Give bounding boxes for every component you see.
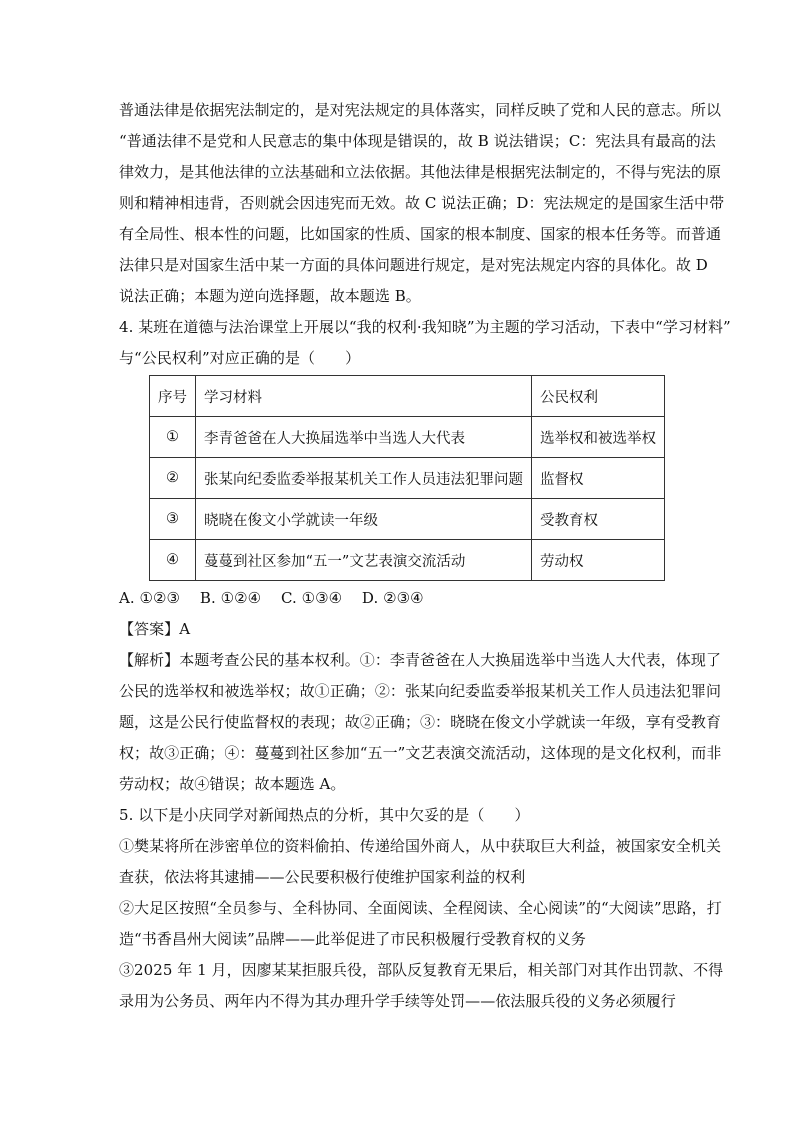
table-cell: 张某向纪委监委举报某机关工作人员违法犯罪问题 [196, 458, 532, 499]
table-cell: 蔓蔓到社区参加“五一”文艺表演交流活动 [196, 540, 532, 581]
header-cell-material: 学习材料 [196, 376, 532, 417]
table-cell: 晓晓在俊文小学就读一年级 [196, 499, 532, 540]
table-header-row [150, 376, 665, 417]
table-cell: 监督权 [532, 458, 665, 499]
analysis-line: 公民的选举权和被选举权；故①正确；②：张某向纪委监委举报某机关工作人员违法犯罪问 [119, 682, 722, 700]
statement-line: ①樊某将所在涉密单位的资料偷拍、传递给国外商人，从中获取巨大利益，被国家安全机关 [119, 837, 722, 855]
table-cell: ② [150, 458, 196, 499]
table-cell: ① [150, 417, 196, 458]
text-line: 法律只是对国家生活中某一方面的具体问题进行规定，是对宪法规定内容的具体化。故 D [119, 256, 708, 274]
question-stem: 与“公民权利”对应正确的是（ ） [119, 349, 361, 367]
answer-options: A. ①②③ B. ①②④ C. ①③④ D. ②③④ [119, 589, 424, 607]
question-stem: 4. 某班在道德与法治课堂上开展以“我的权利·我知晓”为主题的学习活动，下表中“学习材料” [119, 318, 731, 336]
analysis-line: 题，这是公民行使监督权的表现；故②正确；③：晓晓在俊文小学就读一年级，享有受教育 [119, 713, 722, 731]
analysis-paragraph-q3 [119, 95, 725, 312]
statement-line: ③2025 年 1 月，因廖某某拒服兵役，部队反复教育无果后，相关部门对其作出罚款、不得 [119, 961, 724, 979]
question-stem: 5. 以下是小庆同学对新闻热点的分析，其中欠妥的是（ ） [119, 806, 530, 824]
table-cell: 选举权和被选举权 [532, 417, 665, 458]
rights-table [149, 375, 665, 581]
table-row [150, 499, 665, 540]
table-cell: 劳动权 [532, 540, 665, 581]
question-5 [119, 800, 724, 1017]
statement-line: 查获，依法将其逮捕——公民要积极行使维护国家利益的权利 [119, 868, 526, 886]
statement-line: 录用为公务员、两年内不得为其办理升学手续等处罚——依法服兵役的义务必须履行 [119, 992, 676, 1010]
table-row [150, 417, 665, 458]
text-line: 律效力，是其他法律的立法基础和立法依据。其他法律是根据宪法制定的，不得与宪法的原 [119, 163, 722, 181]
analysis-line: 权；故③正确；④：蔓蔓到社区参加“五一”文艺表演交流活动，这体现的是文化权利，而非 [119, 744, 722, 762]
text-line: “普通法律不是党和人民意志的集中体现是错误的，故 B 说法错误；C：宪法具有最高的法 [119, 132, 716, 150]
table-cell: ④ [150, 540, 196, 581]
table-cell: ③ [150, 499, 196, 540]
text-line: 有全局性、根本性的问题，比如国家的性质、国家的根本制度、国家的根本任务等。而普通 [119, 225, 722, 243]
statement-line: ②大足区按照“全员参与、全科协同、全面阅读、全程阅读、全心阅读”的“大阅读”思路，打 [119, 899, 722, 917]
header-cell-number: 序号 [150, 376, 196, 417]
analysis-line: 【解析】本题考查公民的基本权利。①：李青爸爸在人大换届选举中当选人大代表，体现了 [119, 651, 722, 669]
statement-line: 造“书香昌州大阅读”品牌——此举促进了市民积极履行受教育权的义务 [119, 930, 586, 948]
text-line: 说法正确；本题为逆向选择题，故本题选 B。 [119, 287, 421, 305]
table-row [150, 540, 665, 581]
header-cell-right: 公民权利 [532, 376, 665, 417]
text-line: 普通法律是依据宪法制定的，是对宪法规定的具体落实，同样反映了党和人民的意志。所以 [119, 101, 722, 119]
table-cell: 受教育权 [532, 499, 665, 540]
analysis-line: 劳动权；故④错误；故本题选 A。 [119, 775, 346, 793]
answer-key: 【答案】A [119, 620, 191, 638]
question-4 [119, 312, 731, 800]
page-content [119, 95, 731, 1017]
text-line: 则和精神相违背，否则就会因违宪而无效。故 C 说法正确；D：宪法规定的是国家生活中带 [119, 194, 725, 212]
table-row [150, 458, 665, 499]
table-cell: 李青爸爸在人大换届选举中当选人大代表 [196, 417, 532, 458]
